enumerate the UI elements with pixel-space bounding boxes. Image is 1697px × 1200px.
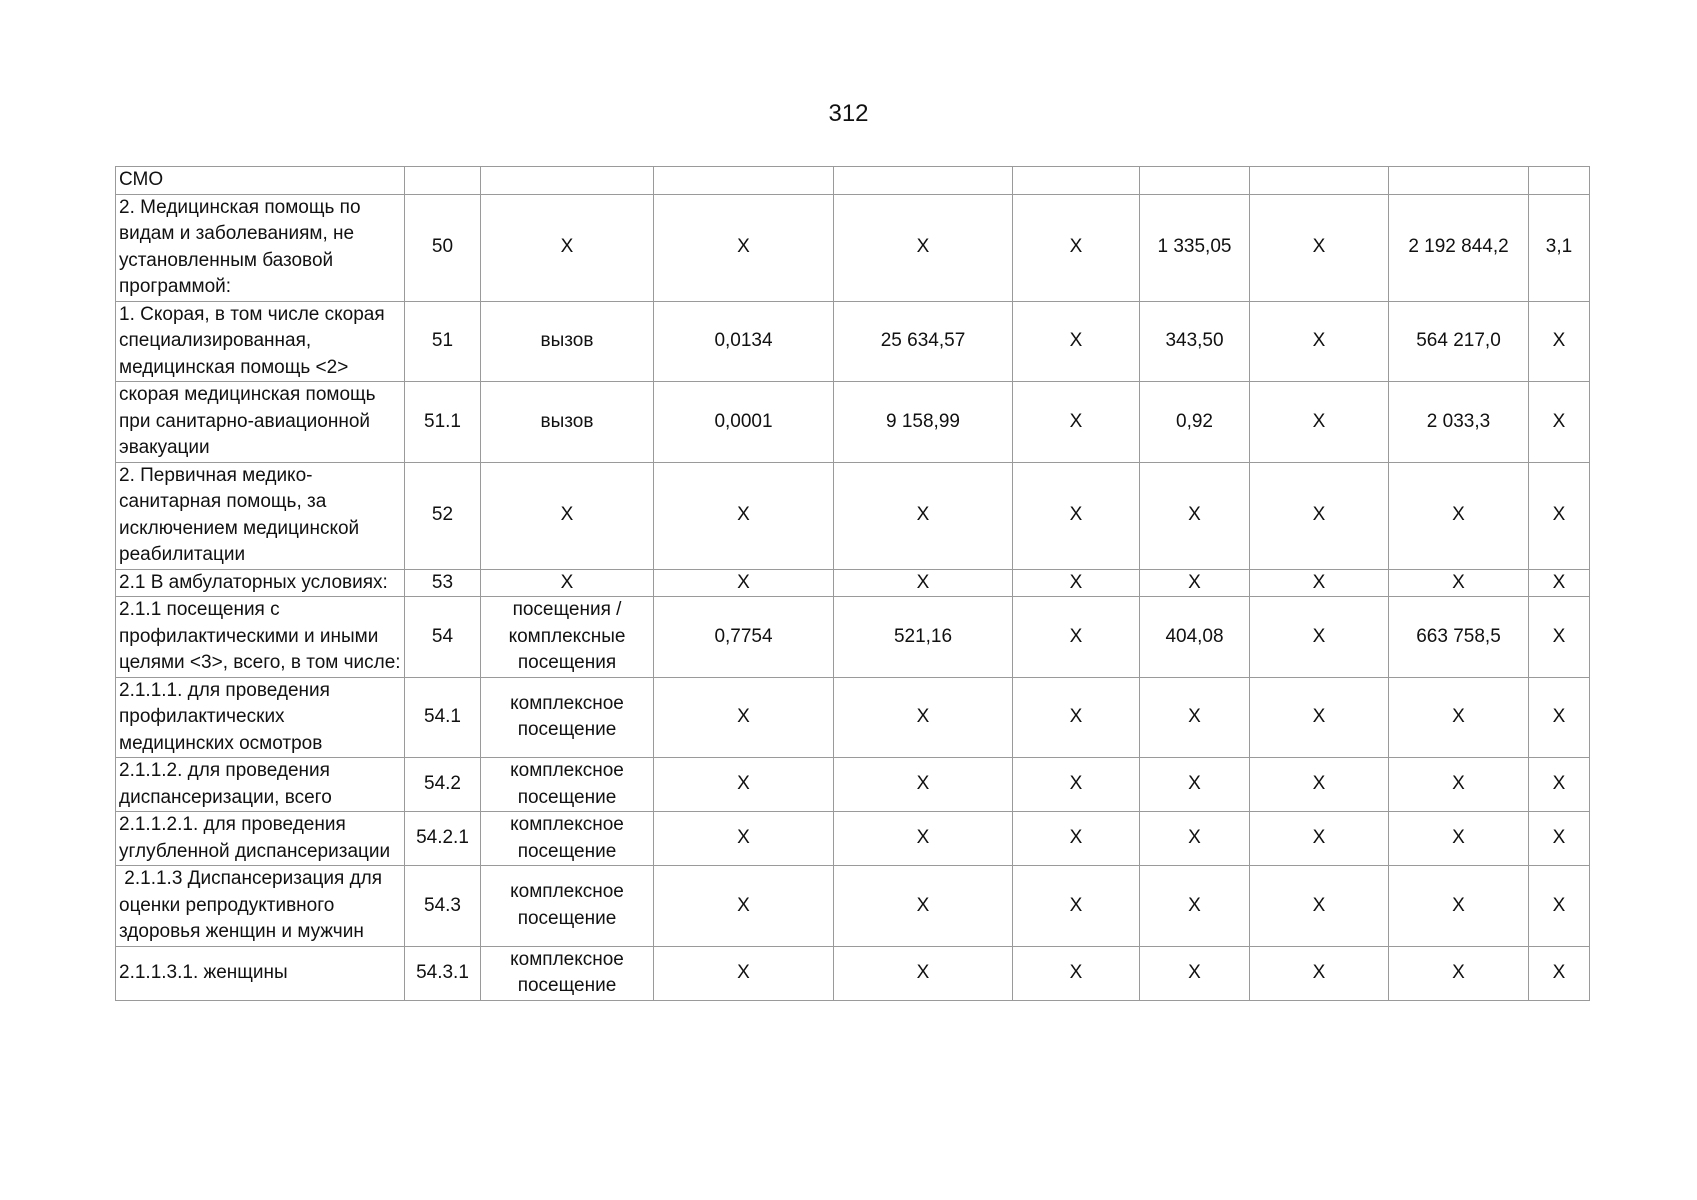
value-cell: 2 033,3 xyxy=(1389,382,1529,463)
value-cell: Х xyxy=(1250,758,1389,812)
value-cell: Х xyxy=(654,677,834,758)
value-cell: Х xyxy=(1389,946,1529,1000)
value-cell xyxy=(1013,167,1140,195)
value-cell: Х xyxy=(654,866,834,947)
value-cell: 0,0001 xyxy=(654,382,834,463)
value-cell: Х xyxy=(834,462,1013,569)
value-cell: Х xyxy=(654,569,834,597)
value-cell: Х xyxy=(1529,569,1590,597)
row-name-cell: 2.1.1.3.1. женщины xyxy=(116,946,405,1000)
value-cell: Х xyxy=(834,194,1013,301)
value-cell: 0,92 xyxy=(1140,382,1250,463)
value-cell: Х xyxy=(1250,946,1389,1000)
value-cell: Х xyxy=(1013,569,1140,597)
table-row xyxy=(116,758,1590,812)
unit-cell: комплексное посещение xyxy=(481,758,654,812)
unit-cell: Х xyxy=(481,569,654,597)
value-cell: Х xyxy=(1140,677,1250,758)
value-cell: 343,50 xyxy=(1140,301,1250,382)
value-cell: Х xyxy=(1389,866,1529,947)
row-name-cell: 2.1 В амбулаторных условиях: xyxy=(116,569,405,597)
row-number-cell: 54.3.1 xyxy=(405,946,481,1000)
value-cell: Х xyxy=(1140,866,1250,947)
value-cell: 9 158,99 xyxy=(834,382,1013,463)
table-row xyxy=(116,301,1590,382)
table-row xyxy=(116,677,1590,758)
value-cell xyxy=(1250,167,1389,195)
row-name-cell: скорая медицинская помощь при санитарно-авиационной эвакуации xyxy=(116,382,405,463)
value-cell: Х xyxy=(1529,597,1590,678)
row-number-cell: 50 xyxy=(405,194,481,301)
value-cell: Х xyxy=(1013,758,1140,812)
value-cell: Х xyxy=(1140,462,1250,569)
row-name-cell: 1. Скорая, в том числе скорая специализированная, медицинская помощь <2> xyxy=(116,301,405,382)
row-name-cell: 2. Медицинская помощь по видам и заболеваниям, не установленным базовой программой: xyxy=(116,194,405,301)
value-cell: 663 758,5 xyxy=(1389,597,1529,678)
row-name-cell: 2.1.1 посещения с профилактическими и иными целями <3>, всего, в том числе: xyxy=(116,597,405,678)
value-cell: Х xyxy=(654,462,834,569)
value-cell: Х xyxy=(1529,382,1590,463)
table-row xyxy=(116,569,1590,597)
value-cell: 25 634,57 xyxy=(834,301,1013,382)
value-cell: Х xyxy=(1013,866,1140,947)
data-table xyxy=(115,166,1590,1001)
value-cell: Х xyxy=(1389,569,1529,597)
value-cell: Х xyxy=(1013,462,1140,569)
value-cell: 3,1 xyxy=(1529,194,1590,301)
table-row xyxy=(116,866,1590,947)
row-name-cell: 2. Первичная медико-санитарная помощь, за исключением медицинской реабилитации xyxy=(116,462,405,569)
row-number-cell: 54.2 xyxy=(405,758,481,812)
value-cell: Х xyxy=(1250,812,1389,866)
unit-cell: комплексное посещение xyxy=(481,812,654,866)
value-cell: 564 217,0 xyxy=(1389,301,1529,382)
row-name-cell: 2.1.1.2.1. для проведения углубленной диспансеризации xyxy=(116,812,405,866)
table-body xyxy=(116,167,1590,1001)
value-cell: Х xyxy=(1389,462,1529,569)
value-cell: 1 335,05 xyxy=(1140,194,1250,301)
value-cell: Х xyxy=(1013,382,1140,463)
unit-cell xyxy=(481,167,654,195)
value-cell: Х xyxy=(1250,301,1389,382)
value-cell: Х xyxy=(834,758,1013,812)
unit-cell: комплексное посещение xyxy=(481,677,654,758)
value-cell: Х xyxy=(1140,946,1250,1000)
row-name-cell: 2.1.1.3 Диспансеризация для оценки репродуктивного здоровья женщин и мужчин xyxy=(116,866,405,947)
value-cell: 2 192 844,2 xyxy=(1389,194,1529,301)
unit-cell: Х xyxy=(481,462,654,569)
table-row xyxy=(116,597,1590,678)
unit-cell: комплексное посещение xyxy=(481,946,654,1000)
unit-cell: вызов xyxy=(481,382,654,463)
page-number: 312 xyxy=(828,100,869,127)
row-name-cell: СМО xyxy=(116,167,405,195)
value-cell: Х xyxy=(1389,677,1529,758)
value-cell: Х xyxy=(1529,946,1590,1000)
value-cell: Х xyxy=(1389,758,1529,812)
unit-cell: Х xyxy=(481,194,654,301)
row-number-cell: 54.1 xyxy=(405,677,481,758)
value-cell: Х xyxy=(1529,758,1590,812)
value-cell: Х xyxy=(1529,462,1590,569)
table-row xyxy=(116,167,1590,195)
value-cell: Х xyxy=(834,812,1013,866)
value-cell: Х xyxy=(1529,812,1590,866)
value-cell: 0,7754 xyxy=(654,597,834,678)
unit-cell: посещения / комплексные посещения xyxy=(481,597,654,678)
row-number-cell: 51 xyxy=(405,301,481,382)
value-cell: Х xyxy=(1140,812,1250,866)
table-row xyxy=(116,194,1590,301)
row-number-cell: 54 xyxy=(405,597,481,678)
value-cell xyxy=(834,167,1013,195)
table-row xyxy=(116,812,1590,866)
value-cell: Х xyxy=(1250,866,1389,947)
value-cell xyxy=(1529,167,1590,195)
value-cell: 521,16 xyxy=(834,597,1013,678)
row-number-cell: 52 xyxy=(405,462,481,569)
value-cell: 404,08 xyxy=(1140,597,1250,678)
value-cell: Х xyxy=(1529,677,1590,758)
row-name-cell: 2.1.1.2. для проведения диспансеризации, всего xyxy=(116,758,405,812)
value-cell: Х xyxy=(654,758,834,812)
value-cell: Х xyxy=(834,569,1013,597)
value-cell: Х xyxy=(1013,301,1140,382)
value-cell: Х xyxy=(1013,194,1140,301)
value-cell: Х xyxy=(1250,462,1389,569)
row-number-cell xyxy=(405,167,481,195)
row-number-cell: 53 xyxy=(405,569,481,597)
value-cell: Х xyxy=(1013,946,1140,1000)
value-cell: Х xyxy=(654,946,834,1000)
table-row xyxy=(116,382,1590,463)
unit-cell: вызов xyxy=(481,301,654,382)
value-cell: Х xyxy=(1250,382,1389,463)
value-cell: Х xyxy=(1140,758,1250,812)
value-cell: Х xyxy=(1013,677,1140,758)
value-cell: Х xyxy=(1529,301,1590,382)
value-cell: Х xyxy=(1250,569,1389,597)
unit-cell: комплексное посещение xyxy=(481,866,654,947)
value-cell: Х xyxy=(1140,569,1250,597)
value-cell: Х xyxy=(1250,194,1389,301)
value-cell: Х xyxy=(1529,866,1590,947)
table-row xyxy=(116,946,1590,1000)
value-cell: Х xyxy=(834,866,1013,947)
value-cell: Х xyxy=(1250,677,1389,758)
value-cell: Х xyxy=(1013,597,1140,678)
value-cell xyxy=(1140,167,1250,195)
value-cell: Х xyxy=(1013,812,1140,866)
row-number-cell: 54.3 xyxy=(405,866,481,947)
row-number-cell: 54.2.1 xyxy=(405,812,481,866)
row-number-cell: 51.1 xyxy=(405,382,481,463)
value-cell: Х xyxy=(654,194,834,301)
value-cell xyxy=(654,167,834,195)
value-cell: Х xyxy=(1389,812,1529,866)
table-row xyxy=(116,462,1590,569)
value-cell: Х xyxy=(1250,597,1389,678)
value-cell: Х xyxy=(834,677,1013,758)
value-cell: Х xyxy=(834,946,1013,1000)
value-cell xyxy=(1389,167,1529,195)
value-cell: Х xyxy=(654,812,834,866)
row-name-cell: 2.1.1.1. для проведения профилактических медицинских осмотров xyxy=(116,677,405,758)
value-cell: 0,0134 xyxy=(654,301,834,382)
